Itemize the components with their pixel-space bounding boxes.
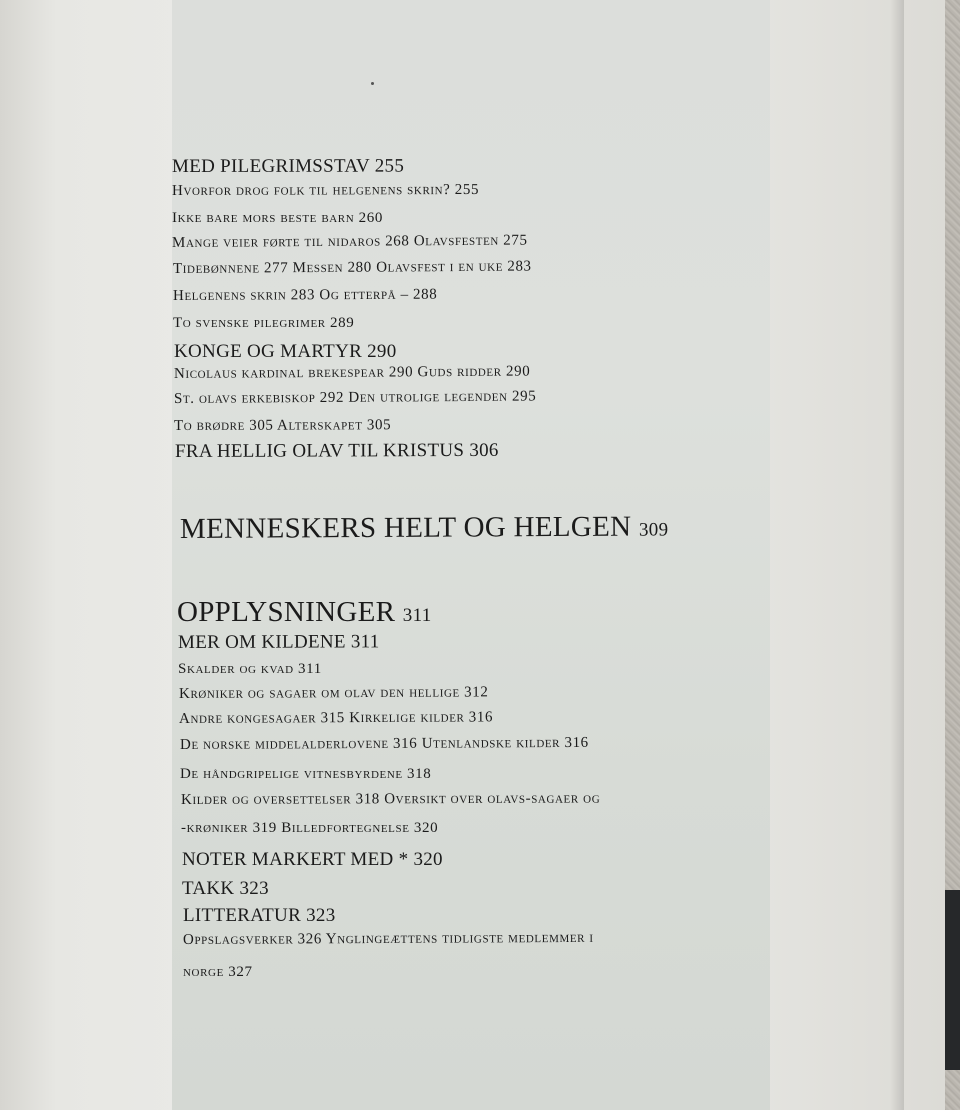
- section-heading-mer-om-kildene: MER OM KILDENE 311: [177, 631, 380, 653]
- toc-entry: Kilder og oversettelser 318 Oversikt over olavs-sagaer og: [180, 790, 601, 808]
- toc-entry: Skalder og kvad 311: [178, 661, 322, 677]
- toc-entry: Tidebønnene 277 Messen 280 Olavsfest i en uke 283: [172, 258, 532, 277]
- toc-entry: To svenske pilegrimer 289: [173, 315, 355, 331]
- page-edge-shadow: [890, 0, 904, 1110]
- section-heading-noter: NOTER MARKERT MED * 320: [182, 849, 443, 870]
- toc-entry: Oppslagsverker 326 Ynglingeættens tidligste medlemmer i: [182, 929, 594, 948]
- toc-entry: Ikke bare mors beste barn 260: [172, 210, 383, 226]
- print-dot: [371, 82, 374, 85]
- toc-entry: Helgenens skrin 283 Og etterpå – 288: [172, 286, 438, 304]
- part-heading-menneskers-helt: [180, 510, 669, 546]
- part-page-number: 311: [402, 605, 432, 626]
- part-title: MENNESKERS HELT OG HELGEN: [179, 510, 632, 545]
- toc-entry: De norske middelalderlovene 316 Utenlandske kilder 316: [179, 734, 589, 753]
- section-heading-fra-hellig-olav: FRA HELLIG OLAV TIL KRISTUS 306: [174, 439, 499, 462]
- section-heading-konge-og-martyr: KONGE OG MARTYR 290: [174, 341, 397, 362]
- part-page-number: 309: [638, 519, 669, 541]
- section-heading-pilegrimsstav: MED PILEGRIMSSTAV 255: [171, 155, 405, 177]
- toc-entry: Hvorfor drog folk til helgenens skrin? 255: [171, 181, 480, 199]
- toc-entry: -krøniker 319 Billedfortegnelse 320: [181, 820, 439, 836]
- part-heading-opplysninger: [177, 596, 432, 629]
- toc-entry: Nicolaus kardinal brekespear 290 Guds ridder 290: [173, 363, 531, 382]
- section-heading-litteratur: LITTERATUR 323: [183, 905, 336, 926]
- toc-entry: De håndgripelige vitnesbyrdene 318: [180, 766, 432, 782]
- part-title: OPPLYSNINGER: [177, 596, 396, 628]
- toc-entry: St. olavs erkebiskop 292 Den utrolige legenden 295: [173, 388, 537, 407]
- section-heading-takk: TAKK 323: [182, 878, 269, 899]
- toc-entry: Mange veier førte til nidaros 268 Olavsfesten 275: [171, 232, 528, 251]
- toc-entry: Krøniker og sagaer om olav den hellige 312: [178, 684, 489, 702]
- toc-entry: To brødre 305 Alterskapet 305: [173, 417, 392, 434]
- toc-entry: Andre kongesagaer 315 Kirkelige kilder 316: [178, 709, 494, 727]
- toc-entry: norge 327: [183, 964, 253, 980]
